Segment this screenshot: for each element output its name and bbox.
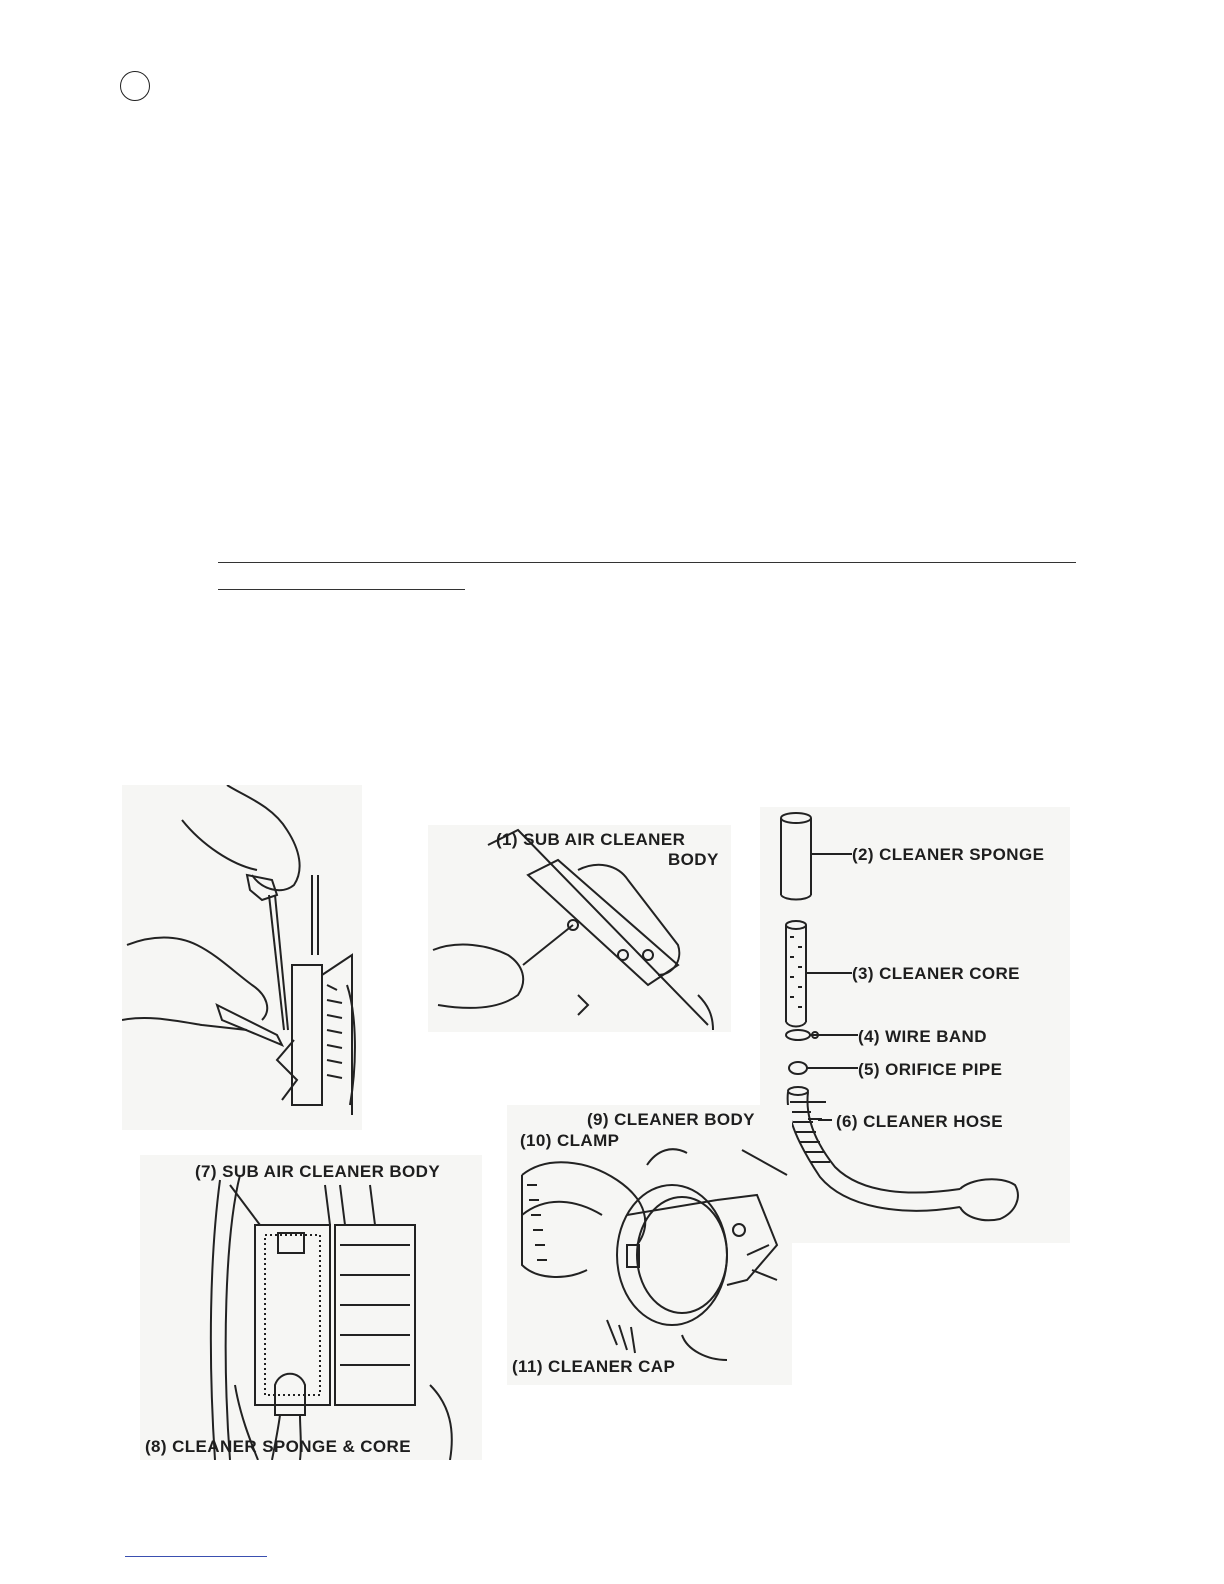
label-orifice-pipe: (5) ORIFICE PIPE bbox=[858, 1060, 1003, 1079]
label-cleaner-core: (3) CLEANER CORE bbox=[852, 964, 1020, 983]
figure-exploded-parts bbox=[760, 807, 1070, 1243]
footer-link-underline[interactable] bbox=[125, 1556, 267, 1557]
figure-screwdriver-hands bbox=[122, 785, 362, 1130]
screwdriver-hands-illustration bbox=[122, 785, 362, 1130]
label-cleaner-sponge-core: (8) CLEANER SPONGE & CORE bbox=[145, 1437, 411, 1456]
section-circle-marker bbox=[120, 71, 150, 101]
figure-sub-air-cleaner-removal bbox=[428, 825, 731, 1032]
open-sub-air-cleaner-illustration bbox=[140, 1155, 482, 1460]
label-cleaner-body: (9) CLEANER BODY bbox=[587, 1110, 755, 1129]
label-cleaner-sponge: (2) CLEANER SPONGE bbox=[852, 845, 1045, 864]
label-cleaner-cap: (11) CLEANER CAP bbox=[512, 1357, 676, 1376]
label-sub-air-cleaner-body-7: (7) SUB AIR CLEANER BODY bbox=[195, 1162, 441, 1181]
figure-cleaner-body-clamp bbox=[507, 1105, 792, 1385]
section-rule-short bbox=[218, 589, 465, 590]
label-sub-air-cleaner-body: BODY bbox=[668, 850, 719, 869]
label-clamp: (10) CLAMP bbox=[520, 1131, 620, 1150]
label-cleaner-hose: (6) CLEANER HOSE bbox=[836, 1112, 1003, 1131]
label-sub-air-cleaner: (1) SUB AIR CLEANER bbox=[496, 830, 686, 849]
label-wire-band: (4) WIRE BAND bbox=[858, 1027, 987, 1046]
figure-open-sub-air-cleaner bbox=[140, 1155, 482, 1460]
section-rule-long bbox=[218, 562, 1076, 563]
exploded-parts-illustration bbox=[760, 807, 1070, 1243]
